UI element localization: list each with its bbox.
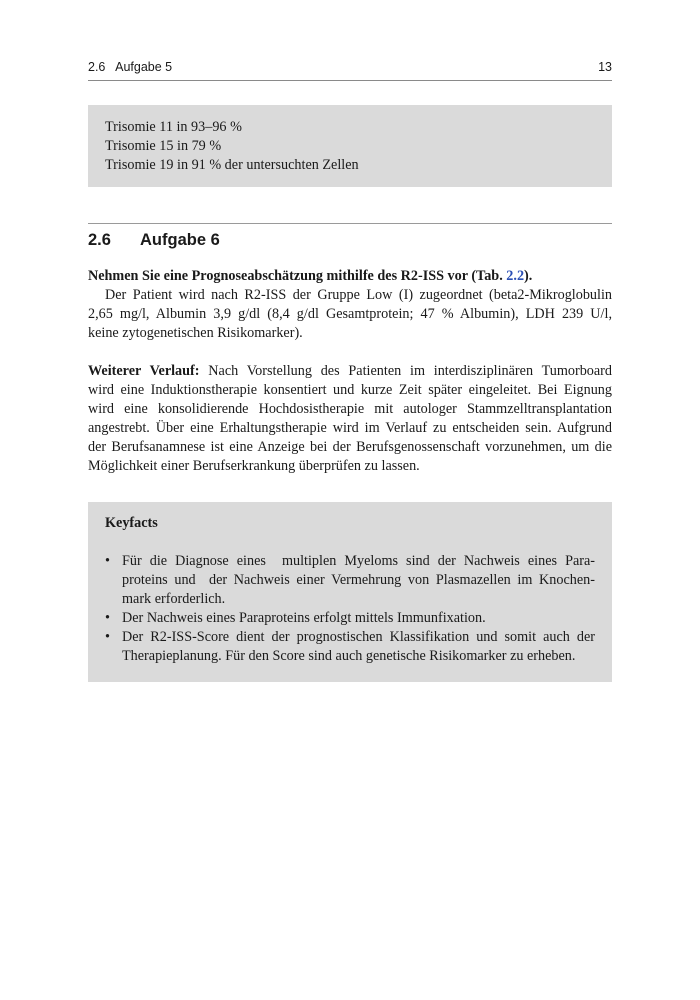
findings-line: Trisomie 11 in 93–96 % (105, 119, 242, 135)
section-title: Aufgabe 6 (140, 231, 220, 249)
further-course-first-line (88, 362, 612, 381)
bullet-icon: • (105, 629, 110, 645)
keyfacts-item (105, 552, 595, 609)
further-course-paragraph (88, 362, 612, 476)
section-number: 2.6 (88, 231, 111, 249)
further-course-label: Weiterer Verlauf: (88, 363, 200, 379)
keyfacts-item-line: mark erforderlich. (122, 591, 226, 607)
bullet-icon: • (105, 610, 110, 626)
keyfacts-list (105, 552, 595, 666)
keyfacts-item (105, 609, 595, 628)
findings-box (88, 105, 612, 187)
answer-line: keine zytogenetischen Risikomarker). (88, 325, 303, 341)
task-question-end: ). (524, 268, 533, 284)
running-header (88, 60, 612, 80)
further-course-text: Nach Vorstellung des Patienten im interdisziplinären Tumorboard (208, 363, 613, 379)
findings-line: Trisomie 19 in 91 % der untersuchten Zellen (105, 157, 359, 173)
task-question (88, 267, 612, 286)
section-divider (88, 223, 612, 224)
answer-line: Der Patient wird nach R2-ISS der Gruppe Low (I) zugeordnet (beta2-Mikroglobulin (105, 287, 612, 303)
bullet-icon: • (105, 553, 110, 569)
further-course-line: Möglichkeit einer Berufserkrankung überprüfen zu lassen. (88, 458, 420, 474)
keyfacts-item-line: Der R2-ISS-Score dient der prognostischen Klassifikation und somit auch der (122, 629, 595, 645)
further-course-line: wird eine konsolidierende Hochdosistherapie mit autologer Stammzelltransplantation (88, 401, 612, 417)
keyfacts-item-line: proteins und der Nachweis einer Vermehrung von Plasmazellen im Knochen- (122, 572, 595, 588)
table-reference-link[interactable]: 2.2 (506, 268, 525, 284)
keyfacts-item-line: Der Nachweis eines Paraproteins erfolgt mittels Immunfixation. (122, 610, 486, 626)
page-number: 13 (598, 60, 612, 74)
findings-line: Trisomie 15 in 79 % (105, 138, 222, 154)
keyfacts-item-line: Für die Diagnose eines multiplen Myeloms sind der Nachweis eines Para- (122, 553, 595, 569)
task-block (88, 267, 612, 343)
answer-line: 2,65 mg/l, Albumin 3,9 g/dl (8,4 g/dl Gesamtprotein; 47 % Albumin), LDH 239 U/l, (88, 306, 612, 322)
further-course-line: der Berufsanamnese ist eine Anzeige bei der Berufsgenossenschaft vorzunehmen, um die (88, 439, 612, 455)
keyfacts-item-line: Therapieplanung. Für den Score sind auch genetische Risikomarker zu erheben. (122, 648, 576, 664)
further-course-line: angestrebt. Über eine Erhaltungstherapie wird im Verlauf zu entscheiden sein. Aufgrund (88, 420, 612, 436)
task-question-text: Nehmen Sie eine Prognoseabschätzung mithilfe des R2-ISS vor (Tab. (88, 268, 507, 284)
keyfacts-title: Keyfacts (105, 515, 158, 531)
further-course-line: wird eine Induktionstherapie konsentiert und kurze Zeit später eingeleitet. Bei Eignung (88, 382, 612, 398)
keyfacts-item (105, 628, 595, 666)
keyfacts-box (88, 502, 612, 682)
header-divider (88, 80, 612, 81)
running-header-section: 2.6 Aufgabe 5 (88, 60, 173, 74)
section-heading (88, 229, 220, 251)
